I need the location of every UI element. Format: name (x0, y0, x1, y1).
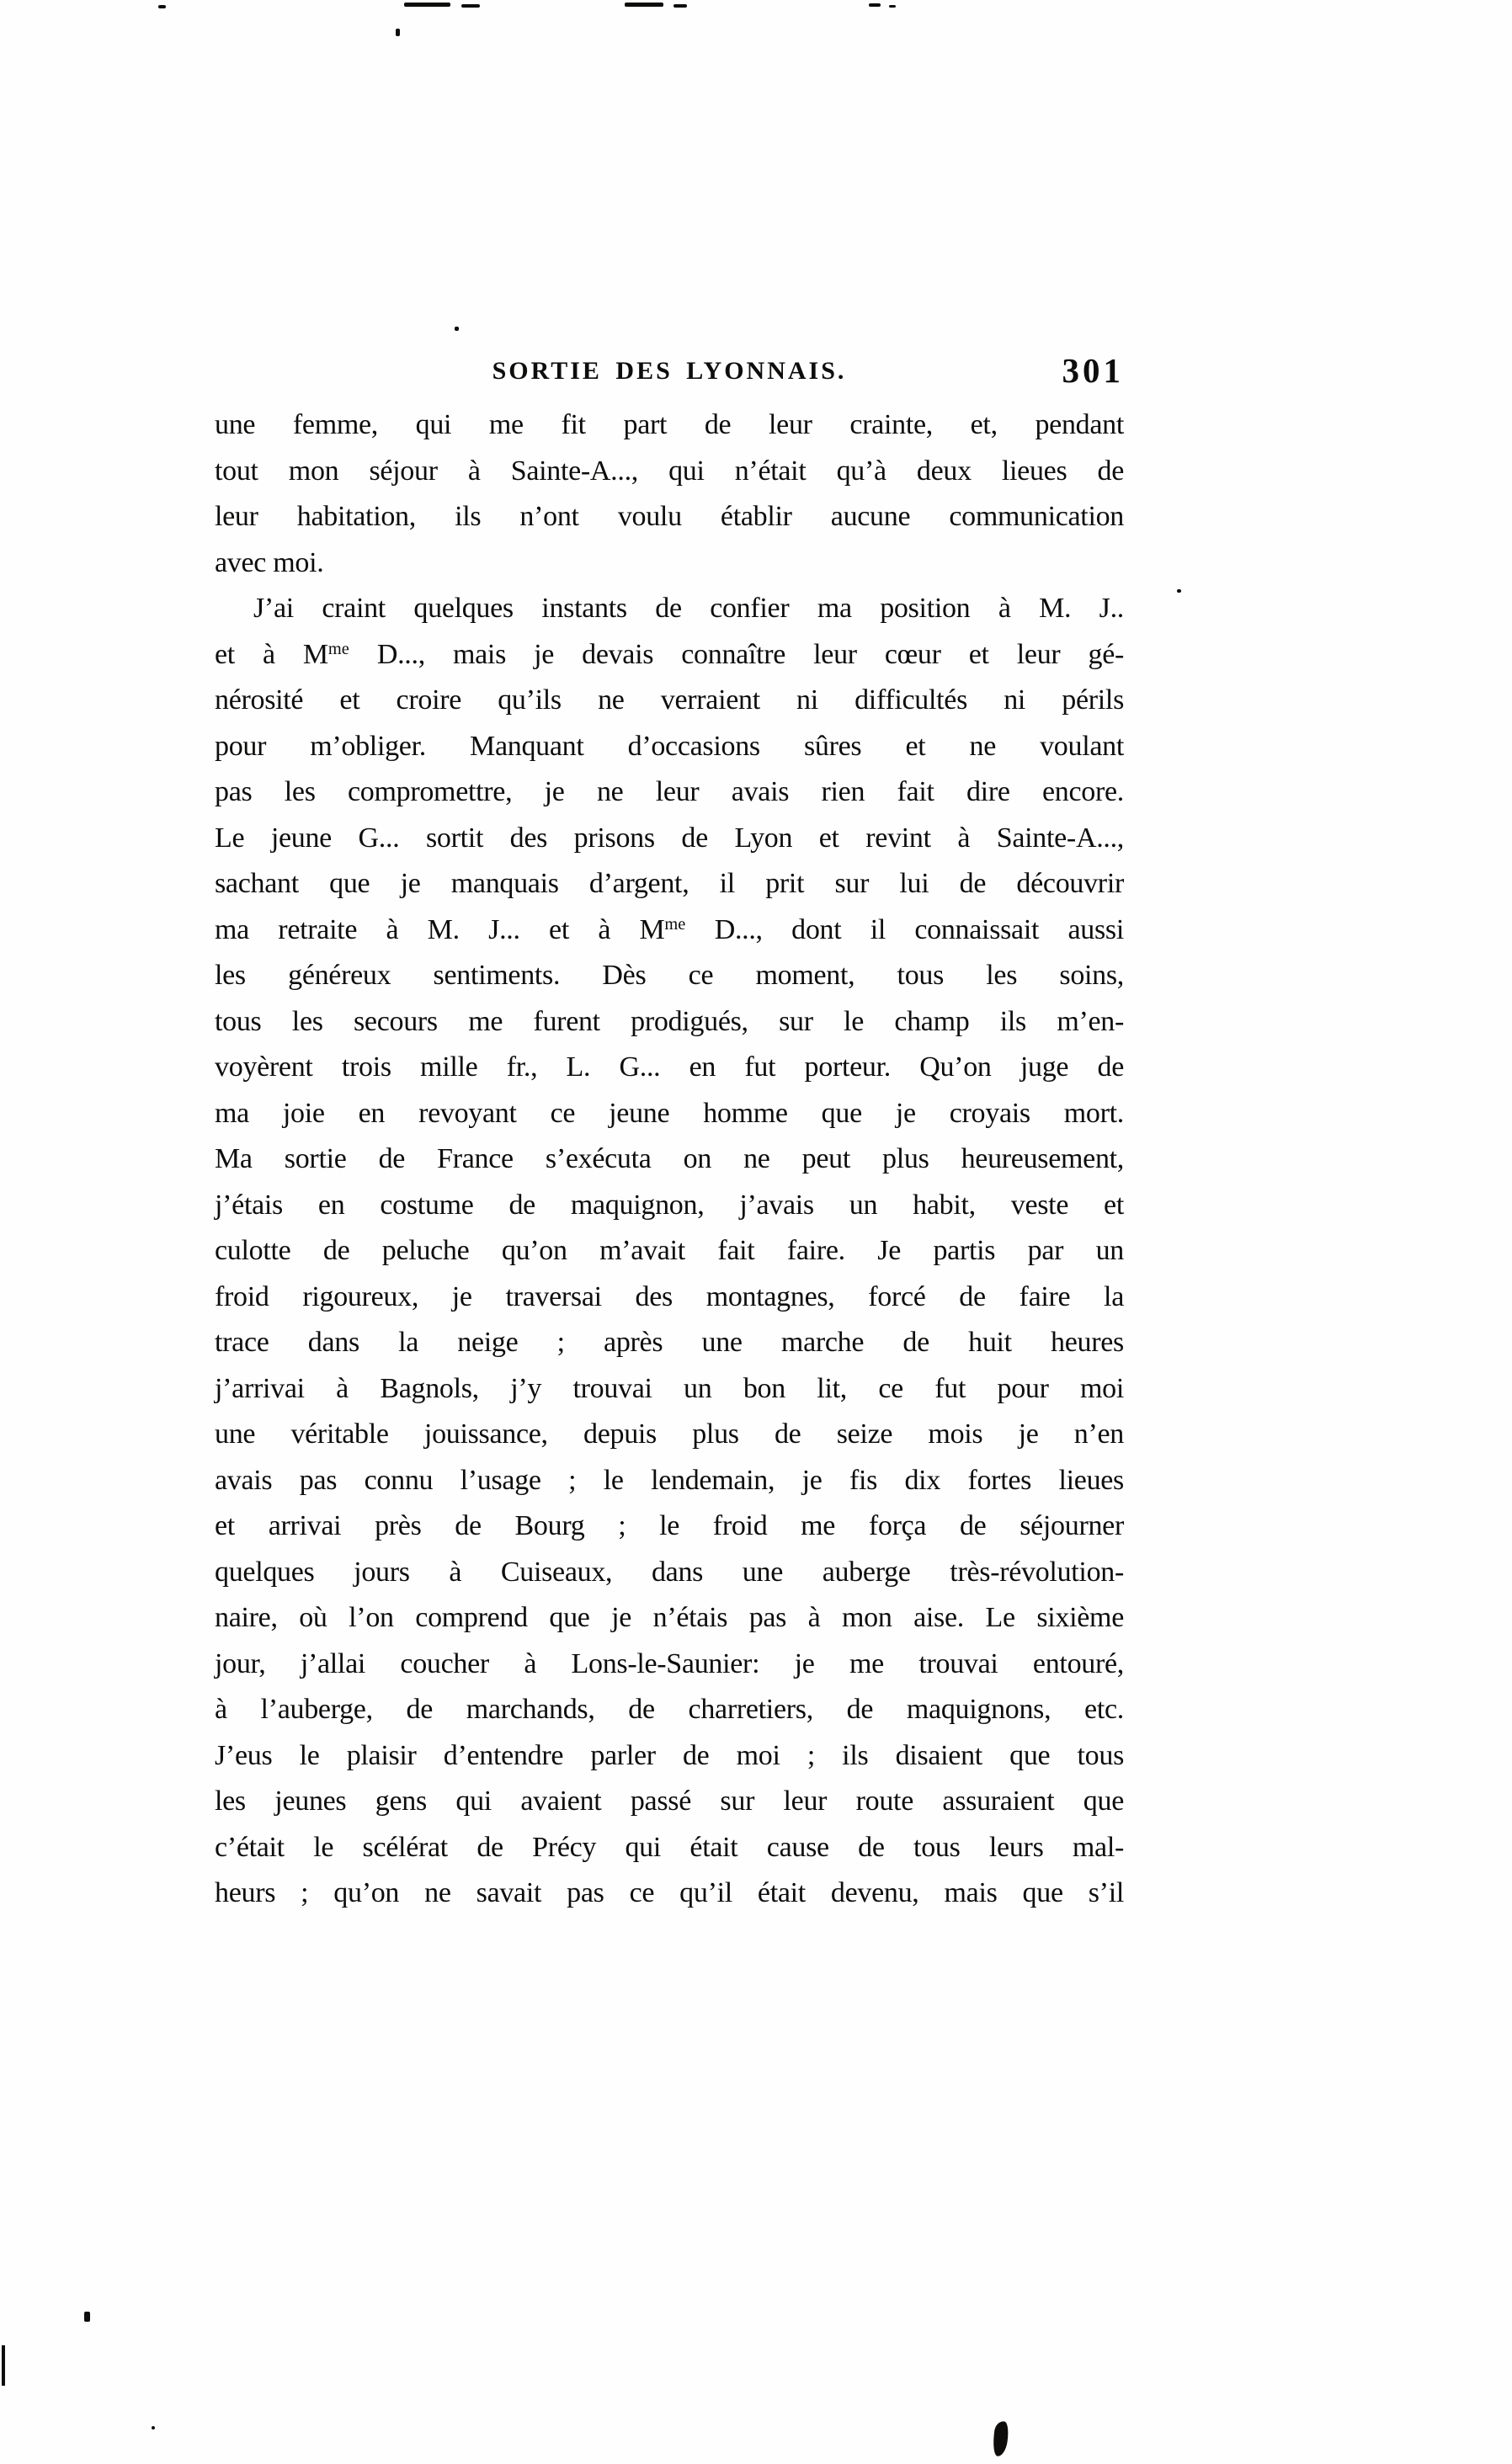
scan-speck (404, 3, 450, 7)
text-line: j’arrivai à Bagnols, j’y trouvai un bon lit, ce fut pour moi (215, 1372, 1124, 1404)
text-line: tout mon séjour à Sainte-A..., qui n’était qu’à deux lieues de (215, 455, 1124, 487)
scan-speck (152, 2426, 155, 2429)
page-number: 301 (1062, 351, 1124, 390)
text-line: nérosité et croire qu’ils ne verraient ni difficultés ni périls (215, 684, 1124, 716)
text-line: et à $M^{me}$ D..., mais je devais connaître leur cœur et leur gé- (215, 638, 1125, 670)
text-line: pas les compromettre, je ne leur avais rien fait dire encore. (215, 776, 1124, 807)
body-text (215, 402, 1124, 1917)
text-line: les jeunes gens qui avaient passé sur leur route assuraient que (215, 1785, 1124, 1817)
text-line: avec moi. (215, 546, 324, 578)
scan-edge-mark (2, 2345, 5, 2386)
text-line: J’ai craint quelques instants de confier ma position à M. J.. (253, 593, 1124, 624)
text-line: Le jeune G... sortit des prisons de Lyon et revint à Sainte-A..., (215, 822, 1124, 854)
running-header (215, 351, 1124, 390)
text-line: c’était le scélérat de Précy qui était cause de tous leurs mal- (215, 1831, 1124, 1863)
text-line: j’étais en costume de maquignon, j’avais un habit, veste et (215, 1189, 1124, 1221)
text-line: trace dans la neige ; après une marche de huit heures (215, 1327, 1124, 1358)
text-line: voyèrent trois mille fr., L. G... en fut porteur. Qu’on juge de (215, 1051, 1124, 1083)
scan-speck (396, 29, 400, 36)
text-line: les généreux sentiments. Dès ce moment, tous les soins, (215, 960, 1124, 991)
scan-speck (461, 4, 480, 8)
text-line: et arrivai près de Bourg ; le froid me força de séjourner (215, 1510, 1124, 1541)
scan-speck (158, 5, 166, 8)
scan-speck (1177, 589, 1181, 593)
text-line: à l’auberge, de marchands, de charretiers, de maquignons, etc. (215, 1694, 1124, 1725)
text-line: culotte de peluche qu’on m’avait fait faire. Je partis par un (215, 1235, 1124, 1266)
text-line: jour, j’allai coucher à Lons-le-Saunier: je me trouvai entouré, (215, 1647, 1124, 1679)
text-line: Ma sortie de France s’exécuta on ne peut plus heureusement, (215, 1143, 1124, 1174)
text-line: pour m’obliger. Manquant d’occasions sûres et ne voulant (215, 730, 1124, 762)
text-line: naire, où l’on comprend que je n’étais pas à mon aise. Le sixième (215, 1602, 1124, 1633)
text-line: J’eus le plaisir d’entendre parler de moi ; ils disaient que tous (215, 1739, 1124, 1771)
text-line: avais pas connu l’usage ; le lendemain, je fis dix fortes lieues (215, 1464, 1124, 1496)
text-line: tous les secours me furent prodigués, sur le champ ils m’en- (215, 1005, 1124, 1037)
scan-speck (455, 327, 459, 331)
scan-speck (889, 5, 896, 8)
scan-speck (84, 2312, 90, 2322)
text-line: leur habitation, ils n’ont voulu établir aucune communication (215, 501, 1124, 532)
ink-blot (991, 2420, 1010, 2457)
text-line: quelques jours à Cuiseaux, dans une auberge très-révolution- (215, 1556, 1124, 1588)
scan-speck (673, 4, 687, 8)
text-line: heurs ; qu’on ne savait pas ce qu’il était devenu, mais que s’il (215, 1877, 1124, 1908)
text-line: froid rigoureux, je traversai des montagnes, forcé de faire la (215, 1280, 1124, 1312)
scan-speck (869, 3, 881, 7)
running-title: SORTIE DES LYONNAIS. (492, 357, 847, 385)
text-line: une femme, qui me fit part de leur crainte, et, pendant (215, 409, 1124, 440)
text-line: ma retraite à M. J... et à $M^{me}$ D..., dont il connaissait aussi (215, 913, 1124, 945)
text-line: ma joie en revoyant ce jeune homme que je croyais mort. (215, 1097, 1124, 1129)
text-line: une véritable jouissance, depuis plus de seize mois je n’en (215, 1418, 1124, 1450)
text-line: sachant que je manquais d’argent, il prit sur lui de découvrir (215, 868, 1124, 899)
scan-speck (625, 3, 663, 7)
